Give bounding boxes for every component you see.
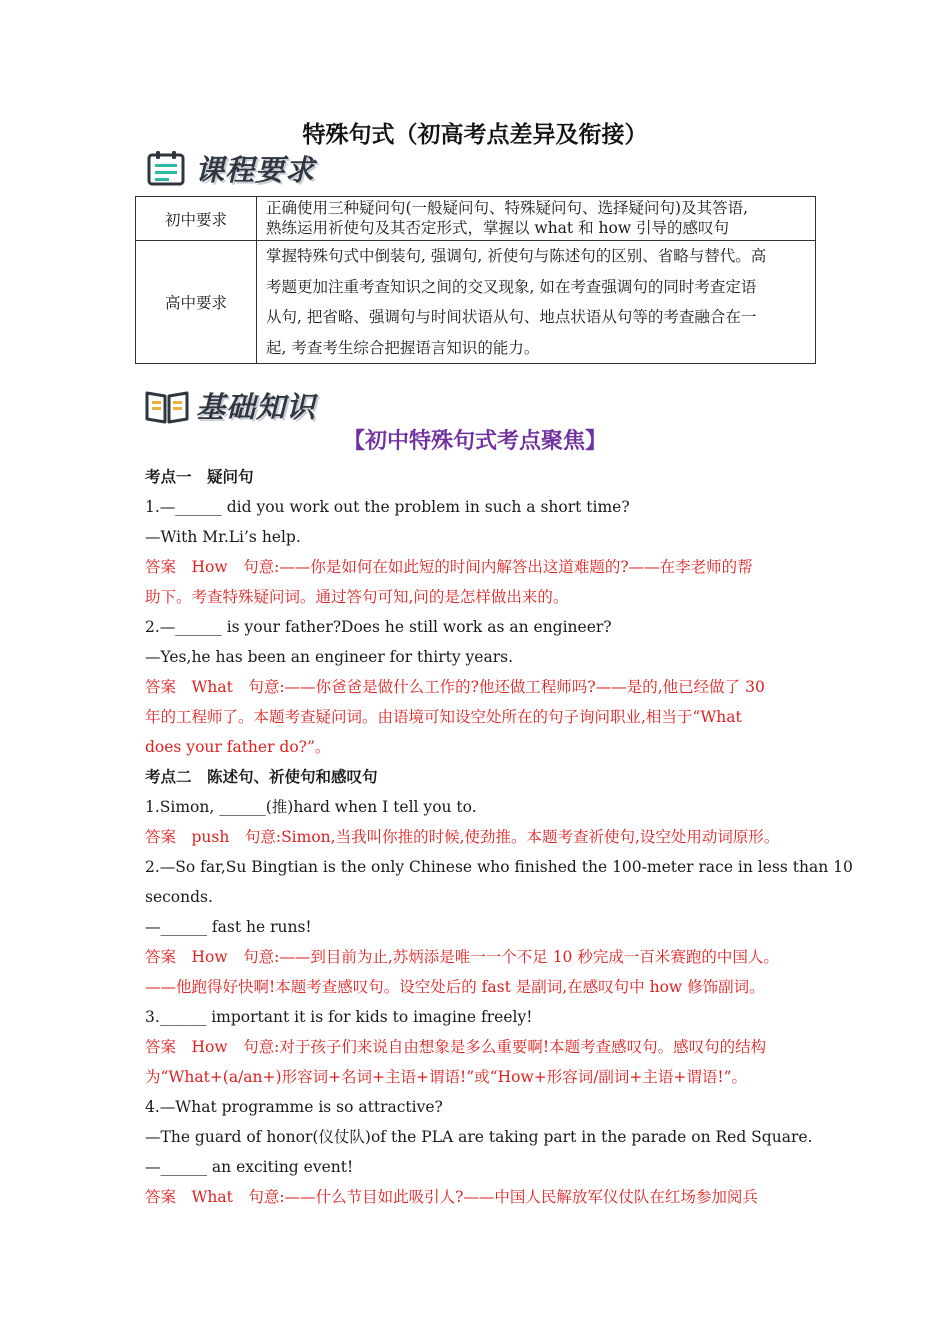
basic-knowledge-banner	[144, 385, 316, 426]
question-line: 2.—______ is your father?Does he still work as an engineer?	[145, 618, 612, 636]
question-line: —Yes,he has been an engineer for thirty years.	[145, 648, 514, 666]
senior-line-3: 从句, 把省略、强调句与时间状语从句、地点状语从句等的考查融合在一	[266, 308, 757, 326]
question-line: 1.—______ did you work out the problem in such a short time?	[145, 498, 630, 516]
table-row-senior	[136, 241, 816, 364]
document-title: 特殊句式（初高考点差异及衔接）	[302, 121, 648, 148]
answer-line: 答案 What 句意:——你爸爸是做什么工作的?他还做工程师吗?——是的,他已经做了 30	[145, 678, 765, 696]
requirements-table	[135, 196, 816, 364]
answer-line: 助下。考查特殊疑问词。通过答句可知,问的是怎样做出来的。	[145, 588, 569, 606]
answer-line: 答案 How 句意:——到目前为止,苏炳添是唯一一个不足 10 秒完成一百米赛跑的中国人。	[145, 948, 779, 966]
basic-knowledge-heading: 基础知识	[196, 390, 317, 424]
junior-content	[257, 197, 816, 241]
exercise-body	[145, 462, 853, 1212]
senior-content	[257, 241, 816, 364]
senior-line-2: 考题更加注重考查知识之间的交叉现象, 如在考查强调句的同时考查定语	[266, 277, 757, 296]
section-heading: 考点一 疑问句	[145, 467, 254, 486]
question-line: —______ an exciting event!	[145, 1158, 354, 1176]
answer-line: 答案 What 句意:——什么节目如此吸引人?——中国人民解放军仪仗队在红场参加阅兵	[145, 1188, 758, 1206]
open-book-icon	[144, 387, 190, 425]
clipboard-icon	[145, 150, 189, 188]
answer-line: 答案 How 句意:——你是如何在如此短的时间内解答出这道难题的?——在李老师的帮	[145, 558, 753, 576]
answer-line: does your father do?”。	[145, 738, 331, 756]
senior-label: 高中要求	[136, 241, 257, 364]
answer-line: 为“What+(a/an+)形容词+名词+主语+谓语!”或“How+形容词/副词+主语+谓语!”。	[145, 1068, 748, 1086]
question-line: 3.______ important it is for kids to imagine freely!	[145, 1008, 533, 1026]
question-line: 4.—What programme is so attractive?	[145, 1098, 443, 1116]
senior-line-4: 起, 考查考生综合把握语言知识的能力。	[266, 338, 540, 357]
answer-line: 年的工程师了。本题考查疑问词。由语境可知设空处所在的句子询问职业,相当于“What	[145, 708, 742, 726]
junior-label: 初中要求	[136, 197, 257, 241]
senior-line-1: 掌握特殊句式中倒装句, 强调句, 祈使句与陈述句的区别、省略与替代。高	[266, 247, 767, 265]
section-heading: 考点二 陈述句、祈使句和感叹句	[145, 767, 378, 786]
junior-line-1: 正确使用三种疑问句(一般疑问句、特殊疑问句、选择疑问句)及其答语,	[266, 199, 749, 217]
answer-line: ——他跑得好快啊!本题考查感叹句。设空处后的 fast 是副词,在感叹句中 how 修饰副词。	[145, 978, 765, 996]
question-line: —______ fast he runs!	[145, 918, 312, 936]
question-line: seconds.	[145, 888, 213, 906]
question-line: —With Mr.Li’s help.	[145, 528, 301, 546]
question-line: 1.Simon, ______(推)hard when I tell you to.	[145, 798, 477, 816]
answer-line: 答案 How 句意:对于孩子们来说自由想象是多么重要啊!本题考查感叹句。感叹句的结构	[145, 1038, 767, 1056]
course-requirements-banner	[145, 148, 315, 189]
junior-line-2: 熟练运用祈使句及其否定形式，掌握以 what 和 how 引导的感叹句	[266, 219, 730, 237]
table-row-junior	[136, 197, 816, 241]
question-line: —The guard of honor(仪仗队)of the PLA are taking part in the parade on Red Square.	[145, 1128, 813, 1146]
question-line: 2.—So far,Su Bingtian is the only Chinese who finished the 100-meter race in less than 10	[145, 858, 853, 876]
section-title: 【初中特殊句式考点聚焦】	[342, 428, 607, 454]
course-requirements-heading: 课程要求	[195, 153, 316, 187]
answer-line: 答案 push 句意:Simon,当我叫你推的时候,使劲推。本题考查祈使句,设空处用动词原形。	[145, 828, 780, 846]
